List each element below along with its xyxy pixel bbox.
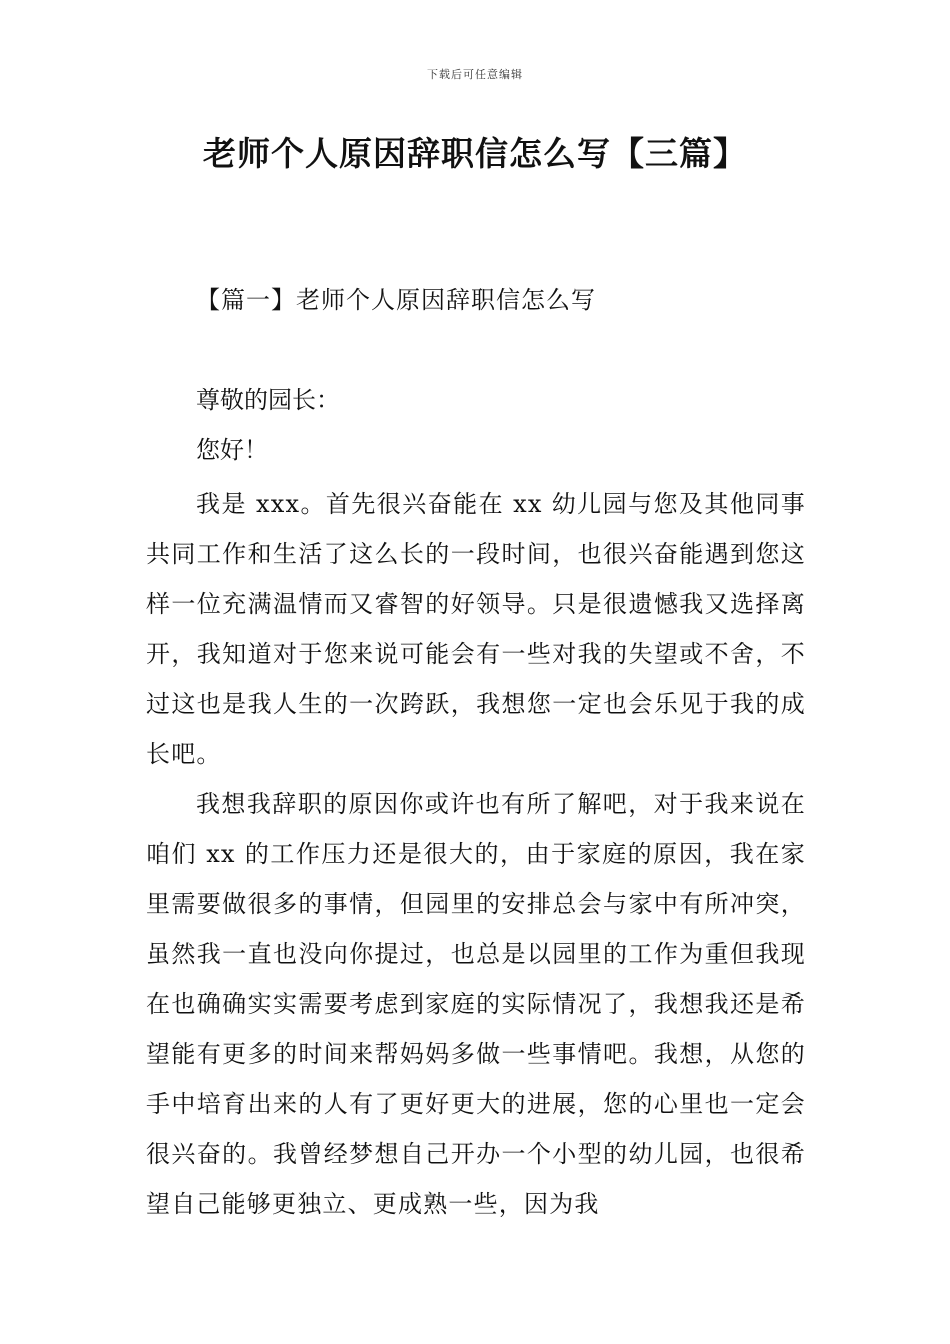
- body-paragraph: 我想我辞职的原因你或许也有所了解吧，对于我来说在咱们 xx 的工作压力还是很大的，由于家庭的原因，我在家里需要做很多的事情，但园里的安排总会与家中有所冲突，虽然我一直也没向你提过，也总是以园里的工作为重但我现在也确确实实需要考虑到家庭的实际情况了，我想我还是希望能有更多的时间来帮妈妈多做一些事情吧。我想，从您的手中培育出来的人有了更好更大的进展，您的心里也一定会很兴奋的。我曾经梦想自己开办一个小型的幼儿园，也很希望自己能够更独立、更成熟一些，因为我: [146, 790, 806, 1218]
- document-title: 老师个人原因辞职信怎么写【三篇】: [203, 134, 747, 173]
- letter-greeting: 您好！: [196, 436, 268, 464]
- letter-body: [146, 479, 806, 1229]
- section-heading: 【篇一】老师个人原因辞职信怎么写: [196, 286, 596, 314]
- body-paragraph: 我是 xxx。首先很兴奋能在 xx 幼儿园与您及其他同事共同工作和生活了这么长的一段时间，也很兴奋能遇到您这样一位充满温情而又睿智的好领导。只是很遗憾我又选择离开，我知道对于您来说可能会有一些对我的失望或不舍，不过这也是我人生的一次跨跃，我想您一定也会乐见于我的成长吧。: [146, 490, 806, 768]
- header-note: 下载后可任意编辑: [427, 68, 523, 81]
- letter-salutation: 尊敬的园长：: [196, 386, 340, 414]
